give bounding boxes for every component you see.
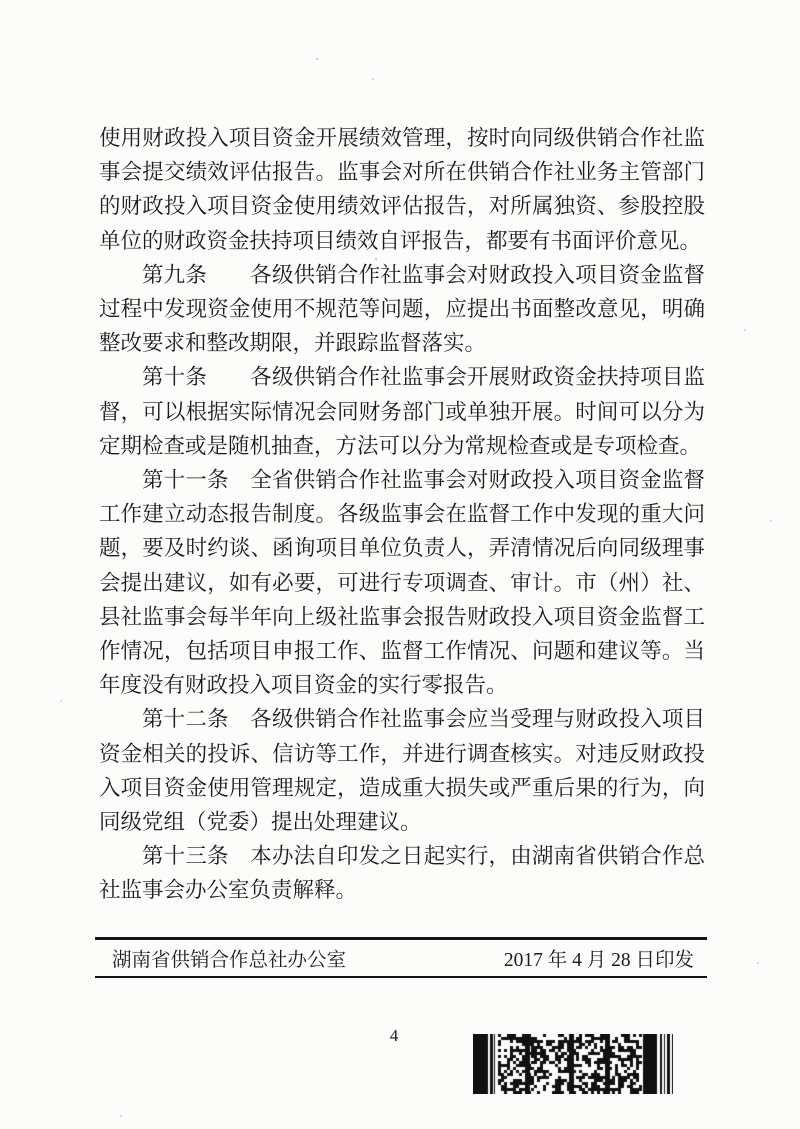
paragraph: 第十一条 全省供销合作社监事会对财政投入项目资金监督工作建立动态报告制度。各级监事会在监督工作中发现的重大问题，要及时约谈、函询项目单位负责人，弄清情况后向同级理事会提出建议，如有必要，可进行专项调查、审计。市（州）社、县社监事会每半年向上级社监事会报告财政投入项目资金监督工作情况，包括项目申报工作、监督工作情况、问题和建议等。当年度没有财政投入项目资金的实行零报告。: [99, 468, 705, 698]
barcode: [473, 1034, 673, 1094]
issuer-name: 湖南省供销合作总社办公室: [112, 950, 347, 971]
paragraph: 第十二条 各级供销合作社监事会应当受理与财政投入项目资金相关的投诉、信访等工作，并进行调查核实。对违反财政投入项目资金使用管理规定，造成重大损失或严重后果的行为，向同级党组（党委）提出处理建议。: [99, 707, 705, 835]
colophon-box: [95, 937, 707, 978]
paragraph: 第九条 各级供销合作社监事会对财政投入项目资金监督过程中发现资金使用不规范等问题，应提出书面整改意见，明确整改要求和整改期限，并跟踪监督落实。: [99, 262, 705, 356]
print-date: 2017 年 4 月 28 日印发: [503, 950, 694, 971]
paragraph: 使用财政投入项目资金开展绩效管理，按时向同级供销合作社监事会提交绩效评估报告。监事会对所在供销合作社业务主管部门的财政投入项目资金使用绩效评估报告，对所属独资、参股控股单位的财政资金扶持项目绩效自评报告，都要有书面评价意见。: [99, 126, 705, 253]
document-body: [99, 121, 705, 908]
paragraph: 第十三条 本办法自印发之日起实行，由湖南省供销合作总社监事会办公室负责解释。: [99, 844, 705, 903]
paragraph: 第十条 各级供销合作社监事会开展财政资金扶持项目监督，可以根据实际情况会同财务部门或单独开展。时间可以分为定期检查或是随机抽查，方法可以分为常规检查或是专项检查。: [99, 365, 705, 458]
scan-noise: [0, 0, 2, 2]
page-number: 4: [389, 1026, 399, 1045]
